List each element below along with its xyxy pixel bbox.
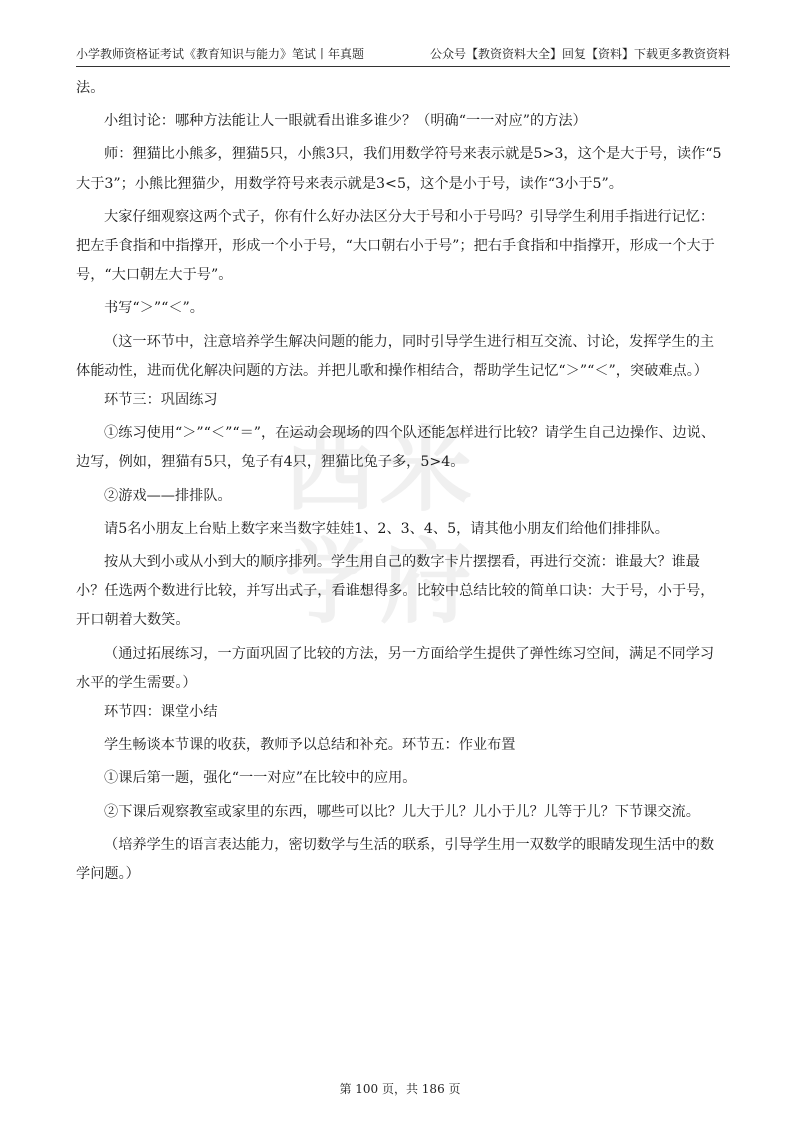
page-number: 第 100 页，共 186 页: [339, 1082, 461, 1096]
watermark-char: 府: [379, 529, 472, 636]
paragraph-group-discussion: 小组讨论：哪种方法能让人一眼就看出谁多谁少？（明确“一一对应”的方法）: [104, 113, 587, 130]
paragraph-note-2: （通过拓展练习，一方面巩固了比较的方法，另一方面给学生提供了弹性练习空间，满足不同学习水平的学生需要。）: [76, 645, 715, 691]
watermark-char: 学: [283, 529, 376, 636]
watermark-char: 米: [379, 417, 472, 524]
paragraph-observe: 大家仔细观察这两个式子，你有什么好办法区分大于号和小于号吗？引导学生利用手指进行记忆：把左手食指和中指撑开，形成一个小于号，“大口朝右小于号”；把右手食指和中指撑开，形成一个大于号，“大口朝左大于号”。: [76, 208, 715, 284]
header-promo: 公众号【教资资料大全】回复【资料】下载更多教资资料: [429, 47, 730, 61]
paragraph-practice-1: ①练习使用“＞”“＜”“＝”，在运动会现场的四个队还能怎样进行比较？请学生自己边操作、边说、边写，例如，狸猫有5只，兔子有4只，狸猫比兔子多，5>4。: [76, 425, 716, 471]
paragraph-game-instructions: 请5名小朋友上台贴上数字来当数字娃娃1、2、3、4、5，请其他小朋友们给他们排排队。: [104, 520, 669, 537]
paragraph-continuation: 法。: [76, 80, 105, 96]
header-title: 小学教师资格证考试《教育知识与能力》笔试丨年真题: [76, 47, 365, 61]
paragraph-writing: 书写“＞”“＜”。: [104, 300, 204, 317]
page-header: [76, 44, 730, 67]
section-heading-3: 环节三：巩固练习: [104, 392, 218, 409]
paragraph-note-3: （培养学生的语言表达能力，密切数学与生活的联系，引导学生用一双数学的眼睛发现生活中的数学问题。）: [76, 836, 715, 883]
paragraph-homework-1: ①课后第一题，强化“一一对应”在比较中的应用。: [104, 770, 417, 787]
document-body: [76, 74, 726, 889]
paragraph-game: ②游戏——排排队。: [104, 487, 232, 504]
section-heading-4: 环节四：课堂小结: [104, 704, 218, 721]
watermark-char: 西: [283, 417, 376, 524]
paragraph-homework-2: ②下课后观察教室或家里的东西，哪些可以比？儿大于儿？儿小于儿？儿等于儿？下节课交流。: [104, 803, 700, 820]
paragraph-summary: 学生畅谈本节课的收获，教师予以总结和补充。环节五：作业布置: [104, 737, 516, 754]
paragraph-teacher: 师：狸猫比小熊多，狸猫5只，小熊3只，我们用数学符号来表示就是5>3，这个是大于号，读作“5大于3”；小熊比狸猫少，用数学符号来表示就是3<5，这个是小于号，读作“3小于5”。: [76, 146, 722, 192]
paragraph-ordering: 按从大到小或从小到大的顺序排列。学生用自己的数字卡片摆摆看，再进行交流：谁最大？谁最小？任选两个数进行比较，并写出式子，看谁想得多。比较中总结比较的简单口诀：大于号，小于号，开口朝着大数笑。: [76, 554, 715, 629]
paragraph-note-1: （这一环节中，注意培养学生解决问题的能力，同时引导学生进行相互交流、讨论，发挥学生的主体能动性，进而优化解决问题的方法。并把儿歌和操作相结合，帮助学生记忆“＞”“＜”，突破难点。）: [76, 333, 715, 379]
